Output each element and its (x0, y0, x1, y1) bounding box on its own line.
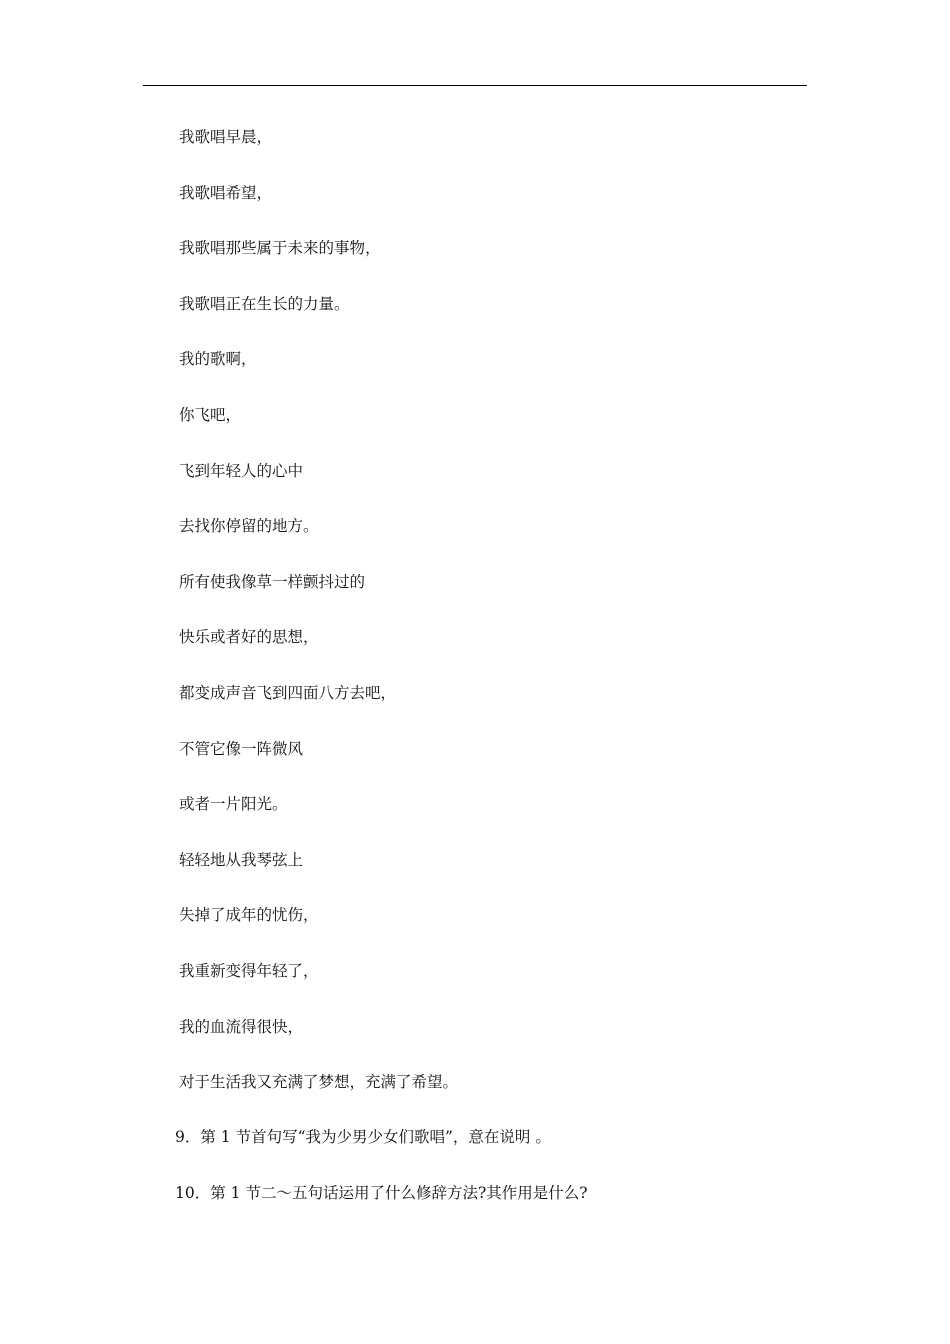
poem-line: 所有使我像草一样颤抖过的 (179, 572, 366, 591)
poem-line: 不管它像一阵微风 (179, 739, 304, 758)
poem-line: 对于生活我又充满了梦想，充满了希望。 (179, 1073, 459, 1092)
question-9: 9．第 1 节首句写“我为少男少女们歌唱”，意在说明 。 (175, 1128, 551, 1146)
poem-line: 我的歌啊， (179, 350, 257, 369)
poem-line: 或者一片阳光。 (179, 795, 288, 814)
poem-line: 轻轻地从我琴弦上 (179, 850, 304, 869)
questions (175, 1124, 588, 1235)
poem-line: 你飞吧， (179, 405, 242, 424)
poem-line: 我歌唱早晨， (179, 128, 273, 146)
poem-line: 我歌唱希望， (179, 183, 273, 202)
header-rule (143, 85, 807, 86)
poem-line: 我重新变得年轻了， (179, 961, 319, 980)
poem-line: 快乐或者好的思想， (179, 628, 319, 647)
poem-line: 飞到年轻人的心中 (179, 461, 304, 480)
poem-line: 我歌唱正在生长的力量。 (179, 294, 350, 313)
poem-line: 我歌唱那些属于未来的事物， (179, 239, 381, 258)
poem (179, 124, 458, 1125)
poem-line: 我的血流得很快， (179, 1017, 304, 1036)
poem-line: 都变成声音飞到四面八方去吧， (179, 683, 397, 702)
poem-line: 失掉了成年的忧伤， (179, 906, 319, 925)
question-10: 10．第 1 节二～五句话运用了什么修辞方法?其作用是什么? (175, 1183, 588, 1202)
poem-line: 去找你停留的地方。 (179, 517, 319, 536)
